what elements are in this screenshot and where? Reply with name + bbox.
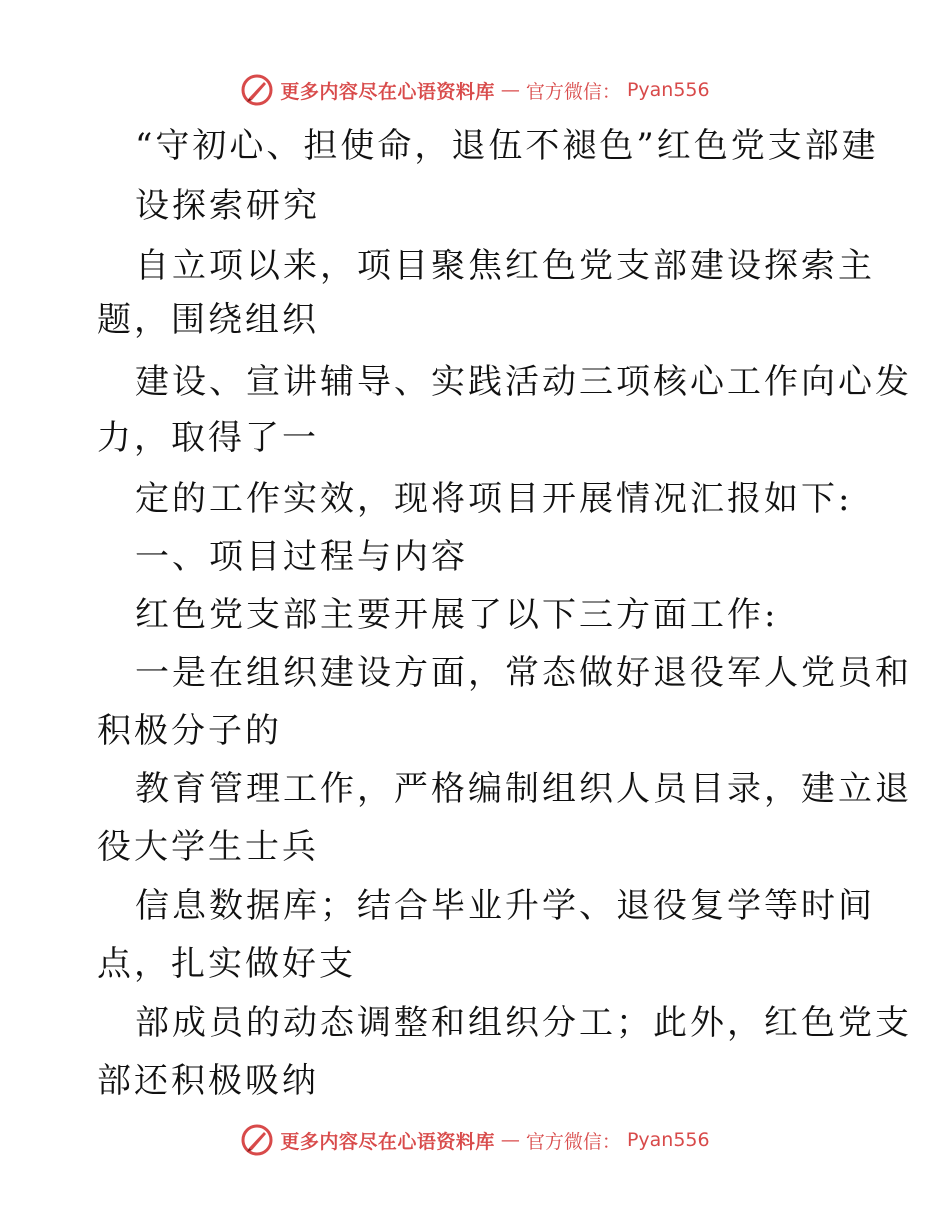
paragraph-line: 部成员的动态调整和组织分工；此外，红色党支 [135, 1003, 912, 1043]
watermark-wechat-label: 官方微信： [525, 1130, 621, 1153]
title-line-1: “守初心、担使命，退伍不褪色”红色党支部建 [135, 126, 879, 166]
section-heading: 一、项目过程与内容 [135, 537, 468, 577]
paragraph-line: 定的工作实效，现将项目开展情况汇报如下: [135, 479, 853, 519]
paragraph-line: 一是在组织建设方面，常态做好退役军人党员和 [135, 653, 912, 693]
paragraph-line: 建设、宣讲辅导、实践活动三项核心工作向心发 [135, 362, 912, 402]
watermark-separator: — [500, 79, 520, 101]
paragraph-line: 役大学生士兵 [97, 827, 319, 867]
header-watermark [0, 70, 950, 110]
quill-logo-icon [240, 73, 274, 107]
watermark-separator: — [500, 1129, 520, 1151]
paragraph-line: 点，扎实做好支 [97, 944, 356, 984]
paragraph-line: 题，围绕组织 [97, 300, 319, 340]
footer-watermark [0, 1120, 950, 1160]
watermark-brand: 更多内容尽在心语资料库 [280, 80, 495, 103]
watermark-wechat-id: Pyan556 [626, 1129, 710, 1151]
paragraph-line: 自立项以来，项目聚焦红色党支部建设探索主 [135, 246, 875, 286]
title-line-2: 设探索研究 [135, 186, 320, 226]
watermark-wechat-id: Pyan556 [626, 79, 710, 101]
paragraph-line: 信息数据库；结合毕业升学、退役复学等时间 [135, 886, 875, 926]
paragraph-line: 积极分子的 [97, 711, 282, 751]
paragraph-line: 教育管理工作，严格编制组织人员目录，建立退 [135, 769, 912, 809]
paragraph-line: 红色党支部主要开展了以下三方面工作: [135, 595, 779, 635]
paragraph-line: 力，取得了一 [97, 418, 319, 458]
quill-logo-icon [240, 1123, 274, 1157]
watermark-brand: 更多内容尽在心语资料库 [280, 1130, 495, 1153]
paragraph-line: 部还积极吸纳 [97, 1061, 319, 1101]
watermark-wechat-label: 官方微信： [525, 80, 621, 103]
